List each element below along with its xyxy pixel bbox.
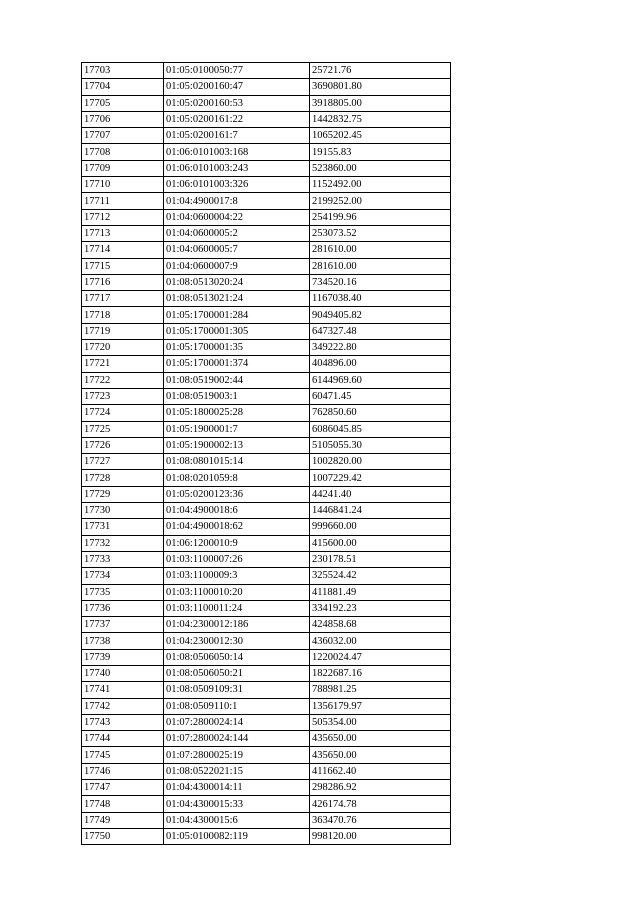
value-cell: 1822687.16 [310, 665, 451, 681]
table-row [82, 551, 451, 567]
table-row [82, 812, 451, 828]
table-row [82, 128, 451, 144]
row-number-cell: 17718 [82, 307, 164, 323]
row-number-cell: 17728 [82, 470, 164, 486]
cadastral-number-cell: 01:06:0101003:168 [164, 144, 310, 160]
table-row [82, 796, 451, 812]
table-row [82, 600, 451, 616]
table-row [82, 828, 451, 844]
cadastral-number-cell: 01:08:0519002:44 [164, 372, 310, 388]
row-number-cell: 17738 [82, 633, 164, 649]
cadastral-number-cell: 01:04:4300014:11 [164, 780, 310, 796]
table-row [82, 633, 451, 649]
row-number-cell: 17743 [82, 714, 164, 730]
value-cell: 325524.42 [310, 568, 451, 584]
table-row [82, 780, 451, 796]
row-number-cell: 17750 [82, 828, 164, 844]
table-row [82, 584, 451, 600]
cadastral-number-cell: 01:05:1800025:28 [164, 405, 310, 421]
row-number-cell: 17709 [82, 160, 164, 176]
row-number-cell: 17726 [82, 437, 164, 453]
table-row [82, 111, 451, 127]
row-number-cell: 17723 [82, 388, 164, 404]
value-cell: 6144969.60 [310, 372, 451, 388]
value-cell: 298286.92 [310, 780, 451, 796]
row-number-cell: 17747 [82, 780, 164, 796]
row-number-cell: 17715 [82, 258, 164, 274]
value-cell: 1442832.75 [310, 111, 451, 127]
cadastral-number-cell: 01:06:0101003:326 [164, 177, 310, 193]
table-row [82, 535, 451, 551]
row-number-cell: 17712 [82, 209, 164, 225]
value-cell: 349222.80 [310, 340, 451, 356]
table-row [82, 209, 451, 225]
value-cell: 1167038.40 [310, 291, 451, 307]
cadastral-number-cell: 01:04:4300015:33 [164, 796, 310, 812]
cadastral-number-cell: 01:04:4300015:6 [164, 812, 310, 828]
table-row [82, 356, 451, 372]
value-cell: 3690801.80 [310, 79, 451, 95]
cadastral-number-cell: 01:05:0200123:36 [164, 486, 310, 502]
table-row [82, 291, 451, 307]
table-row [82, 665, 451, 681]
cadastral-number-cell: 01:03:1100007:26 [164, 551, 310, 567]
cadastral-number-cell: 01:08:0522021:15 [164, 763, 310, 779]
value-cell: 788981.25 [310, 682, 451, 698]
row-number-cell: 17729 [82, 486, 164, 502]
row-number-cell: 17745 [82, 747, 164, 763]
row-number-cell: 17748 [82, 796, 164, 812]
cadastral-number-cell: 01:04:2300012:30 [164, 633, 310, 649]
table-body [82, 63, 451, 845]
cadastral-number-cell: 01:04:2300012:186 [164, 617, 310, 633]
row-number-cell: 17706 [82, 111, 164, 127]
value-cell: 254199.96 [310, 209, 451, 225]
value-cell: 1007229.42 [310, 470, 451, 486]
cadastral-number-cell: 01:06:1200010:9 [164, 535, 310, 551]
value-cell: 334192.23 [310, 600, 451, 616]
table-row [82, 503, 451, 519]
cadastral-number-cell: 01:05:1700001:284 [164, 307, 310, 323]
value-cell: 1356179.97 [310, 698, 451, 714]
table-row [82, 242, 451, 258]
cadastral-number-cell: 01:05:1700001:305 [164, 323, 310, 339]
row-number-cell: 17717 [82, 291, 164, 307]
value-cell: 435650.00 [310, 731, 451, 747]
cadastral-number-cell: 01:08:0509110:1 [164, 698, 310, 714]
row-number-cell: 17722 [82, 372, 164, 388]
value-cell: 3918805.00 [310, 95, 451, 111]
value-cell: 253073.52 [310, 225, 451, 241]
row-number-cell: 17725 [82, 421, 164, 437]
value-cell: 436032.00 [310, 633, 451, 649]
value-cell: 415600.00 [310, 535, 451, 551]
cadastral-number-cell: 01:08:0506050:21 [164, 665, 310, 681]
cadastral-number-cell: 01:05:1900002:13 [164, 437, 310, 453]
cadastral-number-cell: 01:05:0100082:119 [164, 828, 310, 844]
cadastral-number-cell: 01:04:4900018:6 [164, 503, 310, 519]
value-cell: 281610.00 [310, 258, 451, 274]
value-cell: 6086045.85 [310, 421, 451, 437]
row-number-cell: 17711 [82, 193, 164, 209]
table-row [82, 95, 451, 111]
table-row [82, 519, 451, 535]
row-number-cell: 17705 [82, 95, 164, 111]
value-cell: 734520.16 [310, 274, 451, 290]
row-number-cell: 17740 [82, 665, 164, 681]
cadastral-number-cell: 01:08:0513021:24 [164, 291, 310, 307]
value-cell: 19155.83 [310, 144, 451, 160]
cadastral-number-cell: 01:04:4900018:62 [164, 519, 310, 535]
value-cell: 9049405.82 [310, 307, 451, 323]
value-cell: 426174.78 [310, 796, 451, 812]
value-cell: 1065202.45 [310, 128, 451, 144]
row-number-cell: 17734 [82, 568, 164, 584]
row-number-cell: 17735 [82, 584, 164, 600]
cadastral-number-cell: 01:08:0509109:31 [164, 682, 310, 698]
cadastral-number-cell: 01:07:2800024:14 [164, 714, 310, 730]
table-row [82, 144, 451, 160]
table-row [82, 649, 451, 665]
row-number-cell: 17710 [82, 177, 164, 193]
cadastral-number-cell: 01:06:0101003:243 [164, 160, 310, 176]
cadastral-number-cell: 01:05:0100050:77 [164, 63, 310, 79]
row-number-cell: 17716 [82, 274, 164, 290]
cadastral-number-cell: 01:05:1700001:35 [164, 340, 310, 356]
table-row [82, 454, 451, 470]
cadastral-number-cell: 01:04:0600004:22 [164, 209, 310, 225]
row-number-cell: 17727 [82, 454, 164, 470]
row-number-cell: 17737 [82, 617, 164, 633]
table-row [82, 617, 451, 633]
table-row [82, 437, 451, 453]
cadastral-number-cell: 01:08:0519003:1 [164, 388, 310, 404]
row-number-cell: 17731 [82, 519, 164, 535]
table-row [82, 714, 451, 730]
row-number-cell: 17703 [82, 63, 164, 79]
table-row [82, 225, 451, 241]
value-cell: 435650.00 [310, 747, 451, 763]
table-row [82, 193, 451, 209]
cadastral-number-cell: 01:08:0201059:8 [164, 470, 310, 486]
table-row [82, 682, 451, 698]
value-cell: 2199252.00 [310, 193, 451, 209]
table-row [82, 307, 451, 323]
cadastral-number-cell: 01:04:0600005:2 [164, 225, 310, 241]
cadastral-number-cell: 01:05:0200161:7 [164, 128, 310, 144]
cadastral-number-cell: 01:05:0200161:22 [164, 111, 310, 127]
table-row [82, 747, 451, 763]
cadastral-number-cell: 01:03:1100010:20 [164, 584, 310, 600]
row-number-cell: 17707 [82, 128, 164, 144]
data-table [81, 62, 451, 845]
value-cell: 647327.48 [310, 323, 451, 339]
value-cell: 505354.00 [310, 714, 451, 730]
row-number-cell: 17714 [82, 242, 164, 258]
cadastral-number-cell: 01:07:2800025:19 [164, 747, 310, 763]
value-cell: 998120.00 [310, 828, 451, 844]
table-row [82, 731, 451, 747]
table-row [82, 568, 451, 584]
value-cell: 363470.76 [310, 812, 451, 828]
table-row [82, 274, 451, 290]
cadastral-number-cell: 01:08:0506050:14 [164, 649, 310, 665]
value-cell: 1446841.24 [310, 503, 451, 519]
cadastral-number-cell: 01:07:2800024:144 [164, 731, 310, 747]
row-number-cell: 17719 [82, 323, 164, 339]
row-number-cell: 17733 [82, 551, 164, 567]
cadastral-number-cell: 01:03:1100009:3 [164, 568, 310, 584]
cadastral-number-cell: 01:04:0600005:7 [164, 242, 310, 258]
row-number-cell: 17720 [82, 340, 164, 356]
row-number-cell: 17741 [82, 682, 164, 698]
value-cell: 411881.49 [310, 584, 451, 600]
value-cell: 1002820.00 [310, 454, 451, 470]
row-number-cell: 17708 [82, 144, 164, 160]
value-cell: 25721.76 [310, 63, 451, 79]
row-number-cell: 17704 [82, 79, 164, 95]
value-cell: 762850.60 [310, 405, 451, 421]
table-row [82, 470, 451, 486]
row-number-cell: 17746 [82, 763, 164, 779]
row-number-cell: 17739 [82, 649, 164, 665]
value-cell: 523860.00 [310, 160, 451, 176]
value-cell: 44241.40 [310, 486, 451, 502]
value-cell: 999660.00 [310, 519, 451, 535]
value-cell: 1220024.47 [310, 649, 451, 665]
row-number-cell: 17749 [82, 812, 164, 828]
table-row [82, 698, 451, 714]
table-row [82, 340, 451, 356]
cadastral-number-cell: 01:05:0200160:53 [164, 95, 310, 111]
value-cell: 411662.40 [310, 763, 451, 779]
table-row [82, 405, 451, 421]
cadastral-number-cell: 01:08:0513020:24 [164, 274, 310, 290]
cadastral-number-cell: 01:04:4900017:8 [164, 193, 310, 209]
cadastral-number-cell: 01:05:0200160:47 [164, 79, 310, 95]
row-number-cell: 17736 [82, 600, 164, 616]
value-cell: 60471.45 [310, 388, 451, 404]
value-cell: 1152492.00 [310, 177, 451, 193]
row-number-cell: 17742 [82, 698, 164, 714]
value-cell: 424858.68 [310, 617, 451, 633]
row-number-cell: 17721 [82, 356, 164, 372]
cadastral-number-cell: 01:04:0600007:9 [164, 258, 310, 274]
row-number-cell: 17744 [82, 731, 164, 747]
row-number-cell: 17730 [82, 503, 164, 519]
table-row [82, 79, 451, 95]
table-row [82, 372, 451, 388]
table-row [82, 486, 451, 502]
value-cell: 5105055.30 [310, 437, 451, 453]
row-number-cell: 17732 [82, 535, 164, 551]
table-row [82, 763, 451, 779]
table-row [82, 160, 451, 176]
cadastral-number-cell: 01:03:1100011:24 [164, 600, 310, 616]
table-row [82, 323, 451, 339]
value-cell: 281610.00 [310, 242, 451, 258]
value-cell: 404896.00 [310, 356, 451, 372]
table-row [82, 388, 451, 404]
table-row [82, 63, 451, 79]
cadastral-number-cell: 01:05:1900001:7 [164, 421, 310, 437]
cadastral-number-cell: 01:08:0801015:14 [164, 454, 310, 470]
table-row [82, 177, 451, 193]
cadastral-number-cell: 01:05:1700001:374 [164, 356, 310, 372]
row-number-cell: 17713 [82, 225, 164, 241]
row-number-cell: 17724 [82, 405, 164, 421]
table-row [82, 258, 451, 274]
value-cell: 230178.51 [310, 551, 451, 567]
table-row [82, 421, 451, 437]
